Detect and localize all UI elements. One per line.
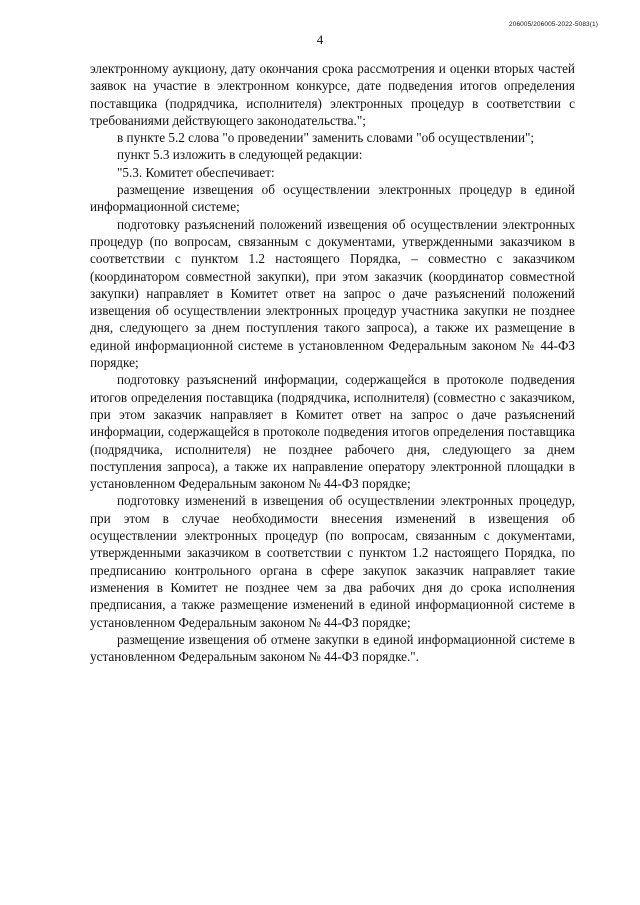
page-number: 4 (316, 32, 324, 47)
paragraph-notice-placement: размещение извещения об осуществлении электронных процедур в единой информационной системе; (90, 182, 575, 215)
paragraph-5-3-heading: "5.3. Комитет обеспечивает: (117, 164, 275, 180)
paragraph-item-5-3-intro: пункт 5.3 изложить в следующей редакции: (117, 147, 363, 163)
paragraph-notice-changes: подготовку изменений в извещения об осуществлении электронных процедур, при этом в случае необходимости внесения изменений в извещения об осуществлении электронных процедур (по вопросам, связанным с документами, утвержденными заказчиком в соответствии с пунктом 1.2 настоящего Порядка, по предписанию контрольного органа в сфере закупок заказчик направляет такие изменения в Комитет не позднее чем за два рабочих дня до срока исполнения предписания, а также размещение изменений в единой информационной системе в установленном Федеральным законом № 44-ФЗ порядке; (90, 493, 575, 630)
document-code: 206005/206005-2022-5083(1) (509, 21, 598, 28)
paragraph-protocol-clarifications: подготовку разъяснений информации, содержащейся в протоколе подведения итогов определения поставщика (подрядчика, исполнителя) (совместно с заказчиком, при этом заказчик направляет в Комитет ответ на запрос о даче разъяснений информации, содержащейся в протоколе подведения итогов определения поставщика (подрядчика, исполнителя) не позднее рабочего дня, следующего за днем поступления запроса), а также их направление оператору электронной площадки в установленном Федеральным законом № 44-ФЗ порядке; (90, 372, 575, 492)
paragraph-cancellation-notice: размещение извещения об отмене закупки в единой информационной системе в установленном Федеральным законом № 44-ФЗ порядке.". (90, 631, 575, 665)
document-body (90, 60, 575, 665)
paragraph-item-5-2: в пункте 5.2 слова "о проведении" заменить словами "об осуществлении"; (117, 130, 535, 146)
paragraph-notice-clarifications: подготовку разъяснений положений извещения об осуществлении электронных процедур (по вопросам, связанным с документами, утвержденными заказчиком в соответствии с пунктом 1.2 настоящего Порядка, – совместно с заказчиком (координатором совместной закупки), при этом заказчик (координатор совместной закупки) направляет в Комитет ответ на запрос о даче разъяснений положений извещения об осуществлении электронных процедур участника закупки не позднее дня, следующего за днем поступления такого запроса), а также их размещение в единой информационной системе в установленном Федеральным законом № 44-ФЗ порядке; (90, 216, 575, 371)
paragraph-continuation: электронному аукциону, дату окончания срока рассмотрения и оценки вторых частей заявок на участие в электронном конкурсе, дате подведения итогов определения поставщика (подрядчика, исполнителя) электронных процедур в соответствии с требованиями действующего законодательства."; (90, 61, 575, 128)
